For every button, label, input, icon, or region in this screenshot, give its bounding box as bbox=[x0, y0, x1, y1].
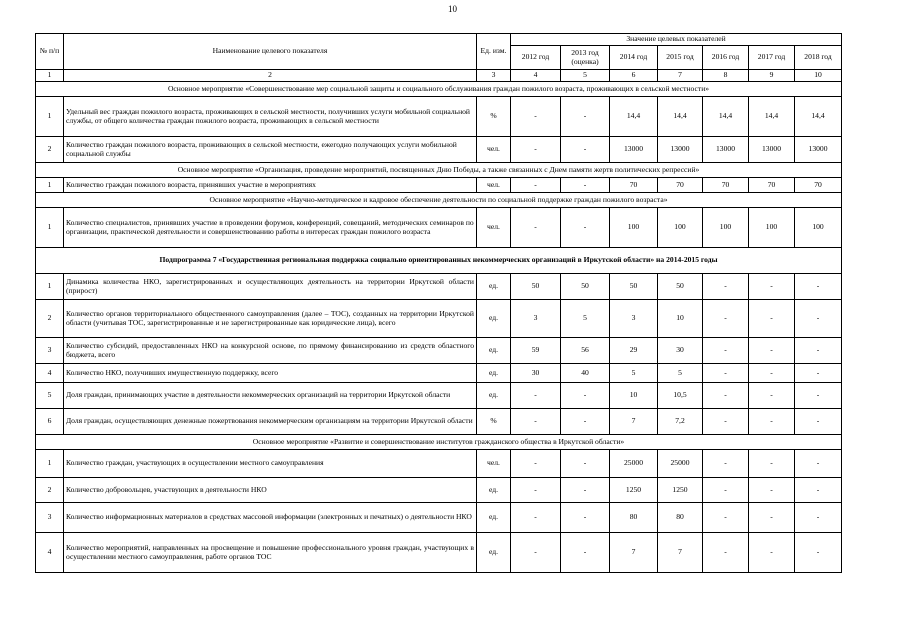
indicator-name: Количество граждан, участвующих в осуществлении местного самоуправления bbox=[64, 450, 477, 478]
header-year: 2017 год bbox=[749, 46, 795, 70]
unit: ед. bbox=[477, 503, 511, 533]
indicator-value: - bbox=[561, 137, 610, 163]
indicator-value: 30 bbox=[511, 364, 561, 383]
unit: % bbox=[477, 409, 511, 435]
table-row bbox=[36, 300, 842, 338]
indicator-value: - bbox=[795, 338, 842, 364]
section-title: Основное мероприятие «Организация, проведение мероприятий, посвященных Дню Победы, а также связанных с Днем памяти жертв политических репрессий» bbox=[36, 163, 842, 178]
indicator-name: Доля граждан, принимающих участие в деятельности некоммерческих организаций на территории Иркутской области bbox=[64, 383, 477, 409]
indicator-name: Количество информационных материалов в средствах массовой информации (электронных и печатных) о деятельности НКО bbox=[64, 503, 477, 533]
header-year: 2013 год (оценка) bbox=[561, 46, 610, 70]
indicator-value: 59 bbox=[511, 338, 561, 364]
table-row bbox=[36, 178, 842, 193]
indicator-value: 100 bbox=[658, 208, 703, 248]
row-number: 5 bbox=[36, 383, 64, 409]
row-number: 1 bbox=[36, 97, 64, 137]
indicator-value: 5 bbox=[610, 364, 658, 383]
row-number: 2 bbox=[36, 478, 64, 503]
indicator-value: - bbox=[511, 383, 561, 409]
indicator-value: 14,4 bbox=[703, 97, 749, 137]
indicator-name: Удельный вес граждан пожилого возраста, проживающих в сельской местности, получивших услуги мобильной социальной службы, от общего количества граждан пожилого возраста, проживающих в сельской местности bbox=[64, 97, 477, 137]
indicator-value: 70 bbox=[795, 178, 842, 193]
table-row bbox=[36, 97, 842, 137]
indicator-value: 25000 bbox=[658, 450, 703, 478]
indicator-value: 5 bbox=[561, 300, 610, 338]
indicator-value: - bbox=[511, 533, 561, 573]
column-number: 9 bbox=[749, 70, 795, 82]
indicator-value: - bbox=[749, 533, 795, 573]
indicator-value: 50 bbox=[610, 274, 658, 300]
indicator-value: 5 bbox=[658, 364, 703, 383]
header-unit: Ед. изм. bbox=[477, 34, 511, 70]
indicator-value: 10,5 bbox=[658, 383, 703, 409]
section-title: Основное мероприятие «Развитие и совершенствование институтов гражданского общества в Иркутской области» bbox=[36, 435, 842, 450]
indicator-value: - bbox=[561, 178, 610, 193]
unit: ед. bbox=[477, 478, 511, 503]
subprogram-title: Подпрограмма 7 «Государственная региональная поддержка социально ориентированных некоммерческих организаций в Иркутской области» на 2014-2015 годы bbox=[36, 248, 842, 274]
column-number: 8 bbox=[703, 70, 749, 82]
row-number: 1 bbox=[36, 450, 64, 478]
indicator-value: - bbox=[749, 450, 795, 478]
table-row bbox=[36, 478, 842, 503]
indicator-value: 7 bbox=[658, 533, 703, 573]
column-number: 7 bbox=[658, 70, 703, 82]
indicator-value: - bbox=[795, 533, 842, 573]
indicator-value: - bbox=[795, 450, 842, 478]
indicator-value: 100 bbox=[749, 208, 795, 248]
row-number: 6 bbox=[36, 409, 64, 435]
indicator-value: 13000 bbox=[610, 137, 658, 163]
indicator-value: 7 bbox=[610, 533, 658, 573]
row-number: 2 bbox=[36, 137, 64, 163]
indicator-value: - bbox=[795, 383, 842, 409]
indicator-value: - bbox=[703, 450, 749, 478]
unit: ед. bbox=[477, 533, 511, 573]
indicator-value: 100 bbox=[795, 208, 842, 248]
table-row bbox=[36, 450, 842, 478]
row-number: 1 bbox=[36, 208, 64, 248]
indicator-value: 50 bbox=[511, 274, 561, 300]
indicator-value: - bbox=[795, 300, 842, 338]
header-year: 2012 год bbox=[511, 46, 561, 70]
indicator-value: - bbox=[795, 364, 842, 383]
indicator-value: - bbox=[749, 503, 795, 533]
indicator-value: - bbox=[511, 137, 561, 163]
table-body bbox=[36, 82, 842, 573]
column-number: 3 bbox=[477, 70, 511, 82]
indicator-value: - bbox=[795, 409, 842, 435]
target-indicators-table bbox=[35, 33, 842, 573]
section-title: Основное мероприятие «Научно-методическое и кадровое обеспечение деятельности по социальной поддержке граждан пожилого возраста» bbox=[36, 193, 842, 208]
indicator-name: Количество органов территориального общественного самоуправления (далее – ТОС), созданных на территории Иркутской области (учитывая ТОС, зарегистрированные и не зарегистрированные как юридические лица), всего bbox=[64, 300, 477, 338]
indicator-value: - bbox=[703, 274, 749, 300]
indicator-value: 50 bbox=[658, 274, 703, 300]
indicator-value: - bbox=[561, 478, 610, 503]
table-row bbox=[36, 274, 842, 300]
indicator-value: - bbox=[561, 533, 610, 573]
header-name: Наименование целевого показателя bbox=[64, 34, 477, 70]
row-number: 3 bbox=[36, 338, 64, 364]
indicator-value: - bbox=[511, 450, 561, 478]
table-row bbox=[36, 137, 842, 163]
indicator-value: - bbox=[703, 338, 749, 364]
indicator-value: 13000 bbox=[703, 137, 749, 163]
unit: ед. bbox=[477, 338, 511, 364]
page-number: 10 bbox=[448, 4, 457, 14]
indicator-value: - bbox=[749, 383, 795, 409]
section-row bbox=[36, 193, 842, 208]
indicator-value: - bbox=[703, 364, 749, 383]
indicator-value: 1250 bbox=[658, 478, 703, 503]
indicator-value: 100 bbox=[703, 208, 749, 248]
table-row bbox=[36, 383, 842, 409]
indicator-name: Количество граждан пожилого возраста, принявших участие в мероприятиях bbox=[64, 178, 477, 193]
indicator-value: - bbox=[795, 503, 842, 533]
indicator-name: Количество мероприятий, направленных на просвещение и повышение профессионального уровня граждан, участвующих в осуществлении местного самоуправления, работе органов ТОС bbox=[64, 533, 477, 573]
indicator-value: 14,4 bbox=[610, 97, 658, 137]
unit: ед. bbox=[477, 274, 511, 300]
unit: чел. bbox=[477, 208, 511, 248]
indicator-value: 14,4 bbox=[658, 97, 703, 137]
indicator-value: - bbox=[703, 409, 749, 435]
indicator-value: 3 bbox=[610, 300, 658, 338]
table-row bbox=[36, 208, 842, 248]
indicator-value: - bbox=[703, 478, 749, 503]
indicator-value: - bbox=[511, 409, 561, 435]
indicator-value: - bbox=[561, 450, 610, 478]
indicator-value: - bbox=[795, 478, 842, 503]
column-number: 2 bbox=[64, 70, 477, 82]
indicator-value: 70 bbox=[658, 178, 703, 193]
indicator-value: 100 bbox=[610, 208, 658, 248]
unit: ед. bbox=[477, 383, 511, 409]
indicator-name: Количество граждан пожилого возраста, проживающих в сельской местности, ежегодно получающих услуги мобильной социальной службы bbox=[64, 137, 477, 163]
indicator-value: - bbox=[703, 503, 749, 533]
indicator-value: 1250 bbox=[610, 478, 658, 503]
indicator-value: 40 bbox=[561, 364, 610, 383]
unit: чел. bbox=[477, 137, 511, 163]
column-number: 1 bbox=[36, 70, 64, 82]
indicator-value: - bbox=[511, 503, 561, 533]
column-number: 5 bbox=[561, 70, 610, 82]
indicator-value: - bbox=[561, 383, 610, 409]
indicator-name: Количество НКО, получивших имущественную поддержку, всего bbox=[64, 364, 477, 383]
row-number: 1 bbox=[36, 178, 64, 193]
indicator-value: - bbox=[561, 97, 610, 137]
indicator-value: - bbox=[561, 409, 610, 435]
unit: чел. bbox=[477, 450, 511, 478]
column-number: 4 bbox=[511, 70, 561, 82]
indicator-value: - bbox=[703, 383, 749, 409]
indicator-value: - bbox=[749, 274, 795, 300]
row-number: 3 bbox=[36, 503, 64, 533]
indicator-value: 50 bbox=[561, 274, 610, 300]
section-title: Основное мероприятие «Совершенствование мер социальной защиты и социального обслуживания граждан пожилого возраста, проживающих в сельской местности» bbox=[36, 82, 842, 97]
column-number: 10 bbox=[795, 70, 842, 82]
table-row bbox=[36, 338, 842, 364]
indicator-value: - bbox=[749, 338, 795, 364]
indicator-name: Количество специалистов, принявших участие в проведении форумов, конференций, совещаний, методических семинаров по организации, практической деятельности и совершенствованию работы в интересах граждан пожилого возраста bbox=[64, 208, 477, 248]
indicator-value: - bbox=[749, 300, 795, 338]
indicator-name: Количество субсидий, предоставленных НКО на конкурсной основе, по прямому финансированию из средств областного бюджета, всего bbox=[64, 338, 477, 364]
header-year: 2018 год bbox=[795, 46, 842, 70]
indicator-value: 80 bbox=[610, 503, 658, 533]
unit: ед. bbox=[477, 364, 511, 383]
indicator-name: Количество добровольцев, участвующих в деятельности НКО bbox=[64, 478, 477, 503]
indicator-value: - bbox=[511, 178, 561, 193]
indicator-value: 13000 bbox=[795, 137, 842, 163]
row-number: 4 bbox=[36, 364, 64, 383]
indicator-value: - bbox=[703, 533, 749, 573]
row-number: 1 bbox=[36, 274, 64, 300]
indicator-value: 7 bbox=[610, 409, 658, 435]
indicator-value: 70 bbox=[610, 178, 658, 193]
indicator-value: 13000 bbox=[658, 137, 703, 163]
indicator-value: 25000 bbox=[610, 450, 658, 478]
column-number: 6 bbox=[610, 70, 658, 82]
section-row bbox=[36, 435, 842, 450]
indicator-name: Динамика количества НКО, зарегистрированных и осуществляющих деятельность на территории Иркутской области (прирост) bbox=[64, 274, 477, 300]
row-number: 4 bbox=[36, 533, 64, 573]
header-year: 2014 год bbox=[610, 46, 658, 70]
unit: ед. bbox=[477, 300, 511, 338]
indicator-value: 14,4 bbox=[795, 97, 842, 137]
indicator-value: - bbox=[511, 208, 561, 248]
indicator-value: - bbox=[795, 274, 842, 300]
indicator-value: 13000 bbox=[749, 137, 795, 163]
indicator-value: 56 bbox=[561, 338, 610, 364]
header-year: 2016 год bbox=[703, 46, 749, 70]
section-row bbox=[36, 82, 842, 97]
section-row bbox=[36, 163, 842, 178]
subprogram-row bbox=[36, 248, 842, 274]
header-values: Значение целевых показателей bbox=[511, 34, 842, 46]
row-number: 2 bbox=[36, 300, 64, 338]
indicator-value: - bbox=[749, 364, 795, 383]
table-row bbox=[36, 533, 842, 573]
table-row bbox=[36, 364, 842, 383]
indicator-value: 70 bbox=[703, 178, 749, 193]
indicator-value: - bbox=[511, 478, 561, 503]
indicator-value: - bbox=[561, 503, 610, 533]
indicator-value: - bbox=[511, 97, 561, 137]
indicator-value: 14,4 bbox=[749, 97, 795, 137]
indicator-value: 29 bbox=[610, 338, 658, 364]
indicator-value: - bbox=[749, 478, 795, 503]
indicator-value: 70 bbox=[749, 178, 795, 193]
indicator-value: 10 bbox=[610, 383, 658, 409]
indicator-value: 30 bbox=[658, 338, 703, 364]
table-row bbox=[36, 409, 842, 435]
indicator-value: 80 bbox=[658, 503, 703, 533]
indicator-value: - bbox=[561, 208, 610, 248]
indicator-value: 7,2 bbox=[658, 409, 703, 435]
indicator-name: Доля граждан, осуществляющих денежные пожертвования некоммерческим организациям на территории Иркутской области bbox=[64, 409, 477, 435]
unit: чел. bbox=[477, 178, 511, 193]
unit: % bbox=[477, 97, 511, 137]
indicator-value: - bbox=[703, 300, 749, 338]
indicator-value: 10 bbox=[658, 300, 703, 338]
table-row bbox=[36, 503, 842, 533]
header-year: 2015 год bbox=[658, 46, 703, 70]
header-num: № п/п bbox=[36, 34, 64, 70]
indicator-value: - bbox=[749, 409, 795, 435]
indicator-value: 3 bbox=[511, 300, 561, 338]
